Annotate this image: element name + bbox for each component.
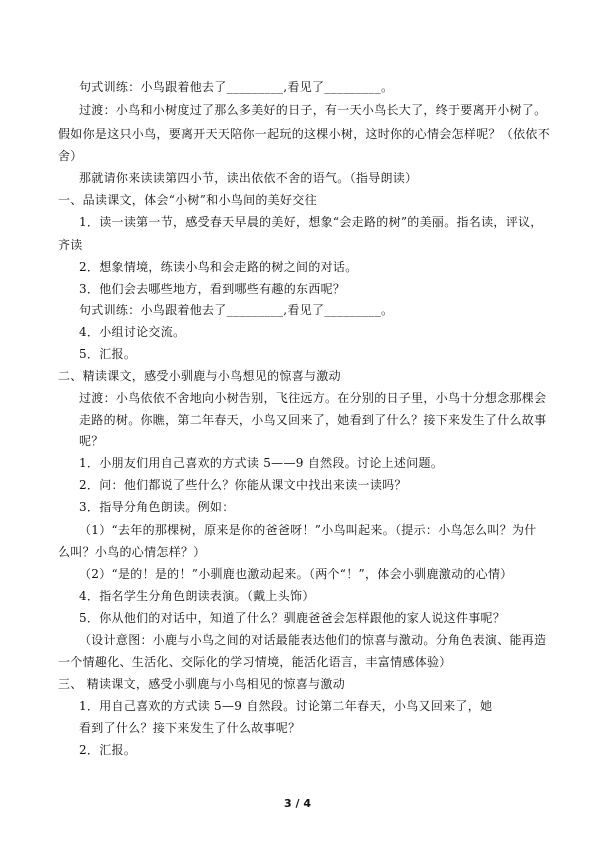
sentence-drill-line: 句式训练：小鸟跟着他去了_________,看见了_________。 [79, 303, 394, 317]
list-item: 2．问：他们都说了些什么？你能从课文中找出来读一读吗？ [79, 478, 407, 492]
design-note-line: （设计意图：小鹿与小鸟之间的对话最能表达他们的惊喜与激动。分角色表演、能再造 [79, 633, 547, 647]
list-item: 1．读一读第一节，感受春天早晨的美好，想象“会走路的树”的美丽。指名读，评议， [79, 215, 543, 229]
transition-paragraph-line: 舍） [58, 149, 83, 163]
list-item: 5．你从他们的对话中，知道了什么？驯鹿爸爸会怎样跟他的家人说这件事呢？ [79, 611, 506, 625]
list-item: 3．他们会去哪些地方，看到哪些有趣的东西呢？ [79, 282, 346, 296]
list-item: 2．想象情境，练读小鸟和会走路的树之间的对话。 [79, 260, 358, 274]
sub-list-item: （1）“去年的那棵树，原来是你的爸爸呀！”小鸟叫起来。（提示：小鸟怎么叫？为什 [79, 523, 537, 537]
transition-paragraph-line: 走路的树。你瞧，第二年春天，小鸟又回来了，她看到了什么？接下来发生了什么故事 [79, 413, 547, 427]
list-item: 3．指导分角色朗读。例如： [79, 500, 235, 514]
list-item-continuation: 齐读 [58, 238, 83, 252]
section-heading: 二、精读课文，感受小驯鹿与小鸟想见的惊喜与激动 [58, 369, 341, 383]
section-heading: 一、品读课文，体会“小树”和小鸟间的美好交往 [58, 193, 317, 207]
sentence-drill-line: 句式训练：小鸟跟着他去了_________,看见了_________。 [79, 80, 394, 94]
section-heading: 三、 精读课文，感受小驯鹿与小鸟相见的惊喜与激动 [58, 677, 346, 691]
list-item-continuation: 看到了什么？接下来发生了什么故事呢？ [79, 721, 301, 735]
sub-list-item: （2）“是的！是的！”小驯鹿也激动起来。（两个“！”，体会小驯鹿激动的心情） [79, 567, 513, 581]
transition-paragraph-line: 假如你是这只小鸟，要离开天天陪你一起玩的这棵小树，这时你的心情会怎样呢？（依依不 [58, 127, 551, 141]
list-item: 1．用自己喜欢的方式读 5—9 自然段。讨论第二年春天，小鸟又回来了，她 [79, 699, 493, 713]
list-item: 4．小组讨论交流。 [79, 325, 186, 339]
list-item: 5．汇报。 [79, 347, 137, 361]
list-item: 2．汇报。 [79, 743, 137, 757]
transition-paragraph-line: 过渡：小鸟和小树度过了那么多美好的日子，有一天小鸟长大了，终于要离开小树了。 [79, 103, 547, 117]
list-item: 4．指名学生分角色朗读表演。（戴上头饰） [79, 589, 315, 603]
page-number: 3 / 4 [284, 797, 311, 810]
sub-list-item-continuation: 么叫？小鸟的心情怎样？） [58, 545, 206, 559]
design-note-line: 一个情趣化、生活化、交际化的学习情境，能活化语言，丰富情感体验） [58, 655, 452, 669]
transition-paragraph-line: 呢？ [79, 434, 104, 448]
list-item: 1．小朋友们用自己喜欢的方式读 5——9 自然段。讨论上述问题。 [79, 456, 444, 470]
transition-paragraph-line: 过渡：小鸟依依不舍地向小树告别，飞往远方。在分别的日子里，小鸟十分想念那棵会 [79, 391, 547, 405]
instruction-line: 那就请你来读读第四小节，读出依依不舍的语气。（指导朗读） [79, 171, 418, 185]
